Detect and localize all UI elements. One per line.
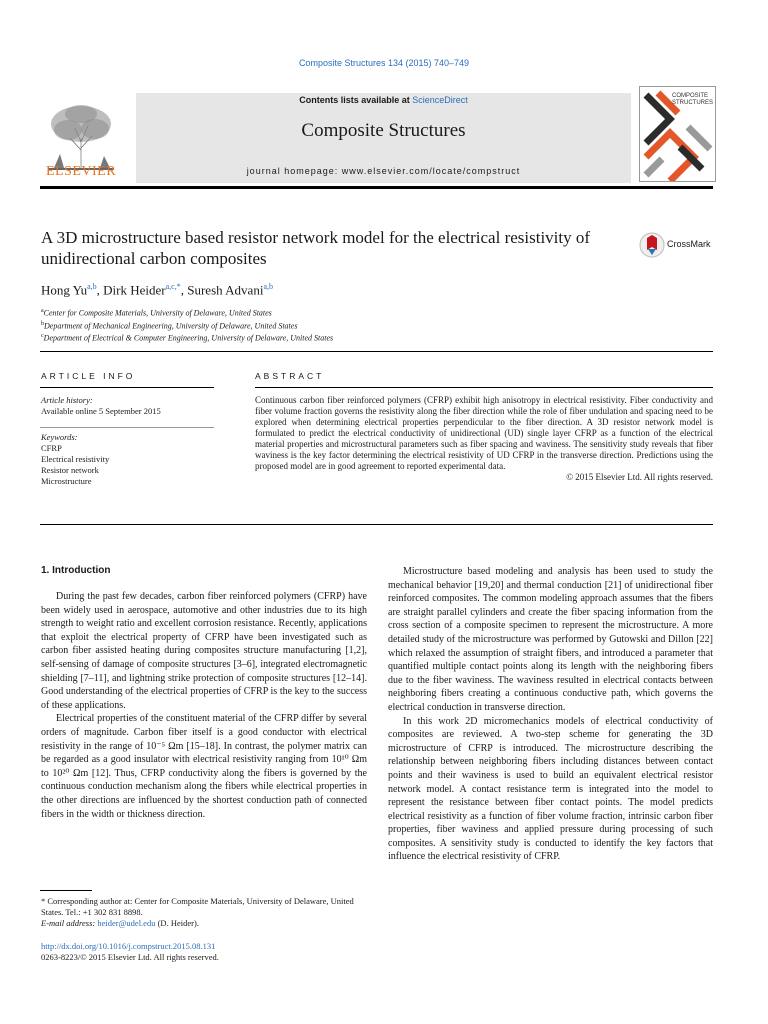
history-rule	[40, 427, 214, 428]
journal-homepage-link[interactable]: journal homepage: www.elsevier.com/locate/compstruct	[246, 166, 521, 176]
author-separator: ,	[96, 282, 104, 298]
author-name: Suresh Advani	[187, 282, 264, 298]
abstract-bottom-rule	[40, 524, 713, 525]
email-line	[41, 918, 367, 929]
article-title: A 3D microstructure based resistor network model for the electrical resistivity of unidirectional carbon composites	[41, 228, 591, 268]
contents-line	[136, 95, 631, 105]
sciencedirect-link[interactable]: ScienceDirect	[412, 95, 468, 105]
doi-block	[41, 941, 219, 963]
affiliation-text: Department of Electrical & Computer Engineering, University of Delaware, United States	[43, 333, 334, 343]
footnote	[41, 896, 367, 929]
author-affiliation-marker[interactable]: a,b	[87, 282, 97, 291]
affiliation-marker: a	[41, 308, 44, 314]
section-heading-introduction: 1. Introduction	[41, 565, 111, 576]
abstract-heading: ABSTRACT	[255, 371, 325, 381]
author-name: Dirk Heider	[103, 282, 166, 298]
publisher-wordmark: ELSEVIER	[45, 164, 117, 179]
header-rule	[40, 186, 713, 189]
footnote-rule	[40, 890, 92, 891]
keywords-label: Keywords:	[41, 432, 78, 442]
cover-label	[672, 93, 714, 107]
history-label: Article history:	[41, 395, 93, 405]
article-info-heading: ARTICLE INFO	[41, 371, 136, 381]
affiliation-item	[41, 319, 333, 332]
email-label: E-mail address:	[41, 918, 98, 928]
body-column-left	[41, 590, 367, 821]
keyword-item: Electrical resistivity	[41, 454, 110, 464]
author-affiliation-marker[interactable]: a,c,*	[165, 282, 181, 291]
keyword-item: CFRP	[41, 443, 62, 453]
abstract-body	[255, 395, 713, 483]
crossmark-icon[interactable]	[639, 231, 665, 259]
journal-citation-link[interactable]: Composite Structures 134 (2015) 740–749	[298, 58, 470, 68]
cover-label-line-1: COMPOSITE	[672, 93, 709, 99]
affiliation-item	[41, 331, 333, 344]
article-history	[41, 395, 161, 417]
email-suffix: (D. Heider).	[155, 918, 199, 928]
issn-line: 0263-8223/© 2015 Elsevier Ltd. All rights reserved.	[41, 952, 219, 962]
journal-banner	[136, 93, 631, 183]
affiliation-marker: c	[41, 333, 44, 340]
corresponding-author-note: * Corresponding author at: Center for Composite Materials, University of Delaware, United States. Tel.: +1 302 831 8898.	[41, 896, 354, 917]
contents-prefix: Contents lists available at	[299, 95, 413, 105]
crossmark-label[interactable]: CrossMark	[667, 239, 711, 249]
affiliation-text: Center for Composite Materials, University of Delaware, United States	[43, 308, 272, 318]
abstract-rule	[255, 387, 713, 388]
journal-title: Composite Structures	[301, 120, 466, 141]
affiliation-item	[41, 306, 333, 319]
cover-label-line-2: STRUCTURES	[672, 100, 714, 106]
author-separator: ,	[180, 282, 188, 298]
author-affiliation-marker[interactable]: a,b	[263, 282, 273, 291]
article-info-rule	[40, 387, 214, 388]
history-value: Available online 5 September 2015	[41, 406, 161, 416]
affiliation-text: Department of Mechanical Engineering, University of Delaware, United States	[44, 321, 298, 331]
author-name: Hong Yu	[41, 282, 88, 298]
abstract-copyright: © 2015 Elsevier Ltd. All rights reserved.	[566, 472, 713, 482]
body-paragraph: Electrical properties of the constituent material of the CFRP differ by several orders of magnitude. Carbon fiber itself is a good conductor with electrical resistivity in the range of 10⁻⁵ Ωm [15–18]. In contrast, the polymer matrix can be regarded as a good insulator with electrical resistivity ranging from 10¹⁰ Ωm to 10²⁰ Ωm [12]. Thus, CFRP conductivity along the fibers is governed by the continuous conduction mechanism along the fibers while electrical properties in the other directions are influenced by the shortest conduction path of connected fibers in the width or thickness direction.	[41, 713, 367, 820]
body-paragraph: Microstructure based modeling and analysis has been used to study the mechanical behavior [19,20] and thermal conduction [21] of unidirectional fiber reinforced composites. The common modeling approach assumes that the fibers are straight parallel cylinders and create the fiber spacing information from the cross section of a composite specimen to represent the microstructure. A more detailed study of the microstructure was performed by Gutowski and Dillon [22] which relaxed the assumption of straight fibers, and introduced a parameter that quantified multiple contact points along its length with the neighboring fibers due to the fiber waviness. The waviness resulted in electrical contacts between neighboring fibers creating a continuous conductive path, which governs the electrical conduction in transverse direction.	[388, 566, 713, 713]
keyword-item: Microstructure	[41, 476, 92, 486]
keywords-block	[41, 432, 109, 487]
email-link[interactable]: heider@udel.edu	[97, 918, 156, 928]
keyword-item: Resistor network	[41, 465, 99, 475]
affiliation-rule	[40, 351, 713, 352]
body-paragraph: During the past few decades, carbon fiber reinforced polymers (CFRP) have been widely used in aerospace, automotive and other industries due to its high strength to weight ratio and excellent corrosion resistance. Recently, applications that exploit the electrical property of CFRP have been investigated such as carbon fiber assisted heating during composites structure manufacturing [1,2], self-sensing of damage of composite structures [3–6], integrated electromagnetic shielding [7–11], and lightning strike protection of composite structures [12–14]. Good understanding of the electrical properties of CFRP is the key to the success of these applications.	[41, 591, 367, 711]
affiliation-list	[41, 306, 333, 344]
abstract-text: Continuous carbon fiber reinforced polymers (CFRP) exhibit high anisotropy in electrical resistivity. Fiber conductivity and fiber volume fraction governs the resistivity along the fiber direction while the role of fiber undulation and spacing need to be explored when determining electrical properties perpendicular to the fiber direction. A 3D resistor network model is formulated to predict the electrical conductivity of unidirectional (UD) single layer CFRP as a function of the electrical material properties and microstructural parameters such as fiber spacing and waviness. The sensitivity study reveals that fiber waviness is the key factor determining the electrical resistivity of UD CFRP in the transverse direction. Predictions using the proposed model are in good agreement to reported experimental data.	[255, 395, 713, 471]
author-list	[41, 282, 273, 298]
body-column-right	[388, 565, 713, 864]
doi-link[interactable]: http://dx.doi.org/10.1016/j.compstruct.2015.08.131	[41, 941, 216, 951]
affiliation-marker: b	[41, 320, 44, 327]
body-paragraph: In this work 2D micromechanics models of electrical conductivity of composites are reviewed. A two-step scheme for generating the 3D microstructure of CFRP is introduced. The microstructure describing the relationship between neighboring fibers including distances between contact points and their waviness is used to build an equivalent electrical resistor network model. A contact resistance term is integrated into the model to represent the resistance between fiber contact points. The model predicts electrical resistivity as a function of fiber volume fraction, intrinsic carbon fiber properties, fiber waviness and applied pressure during processing of such composites. A sensitivity study is conducted to identify the key factors that influence the electrical resistivity of CFRP.	[388, 715, 713, 863]
